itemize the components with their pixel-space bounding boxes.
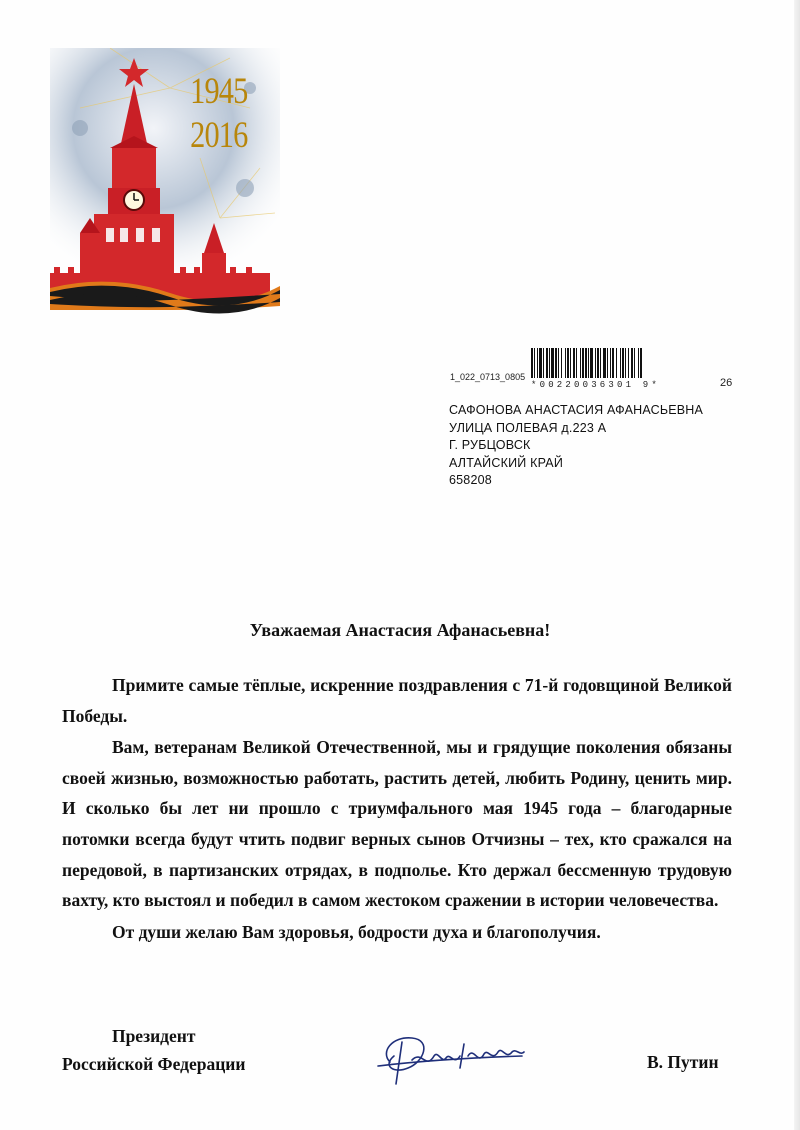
signer-title-line2: Российской Федерации xyxy=(62,1054,246,1074)
letter-paragraph: От души желаю Вам здоровья, бодрости духа и благополучия. xyxy=(112,921,601,942)
barcode xyxy=(531,348,715,378)
year-end: 2016 xyxy=(190,115,248,156)
page-edge xyxy=(794,0,800,1130)
letter-body xyxy=(62,670,732,948)
anniversary-years xyxy=(186,70,252,158)
signer-title-line1: Президент xyxy=(111,1026,196,1046)
address-street: УЛИЦА ПОЛЕВАЯ д.223 А xyxy=(449,420,607,435)
signer-title xyxy=(62,1022,245,1078)
address-region: АЛТАЙСКИЙ КРАЙ xyxy=(449,455,564,470)
letter-salutation: Уважаемая Анастасия Афанасьевна! xyxy=(249,620,551,640)
recipient-address xyxy=(449,402,703,490)
handwritten-signature xyxy=(372,1022,532,1090)
signer-name: В. Путин xyxy=(647,1052,719,1072)
recipient-name: САФОНОВА АНАСТАСИЯ АФАНАСЬЕВНА xyxy=(449,403,704,417)
barcode-digits: *00220036301 9* xyxy=(531,380,661,390)
address-city: Г. РУБЦОВСК xyxy=(449,438,531,452)
barcode-suffix: 26 xyxy=(720,377,733,389)
tracking-code: 1_022_0713_0805 xyxy=(450,372,526,382)
year-start: 1945 xyxy=(190,71,248,112)
letter-paragraph: Примите самые тёплые, искренние поздравления с 71-й годовщиной Великой Победы. xyxy=(62,675,732,726)
letter-paragraph: Вам, ветеранам Великой Отечественной, мы и грядущие поколения обязаны своей жизнью, возможностью работать, растить детей, любить Родину, ценить мир. И сколько бы лет ни прошло с триумфального мая 1945 года – благодарные потомки всегда будут чтить подвиг верных сынов Отчизны – тех, кто сражался на передовой, в партизанских отрядах, в подполье. Кто держал бессменную трудовую вахту, кто выстоял и победил в самом жестоком сражении в истории человечества. xyxy=(62,737,732,911)
address-postal-code: 658208 xyxy=(449,473,492,487)
